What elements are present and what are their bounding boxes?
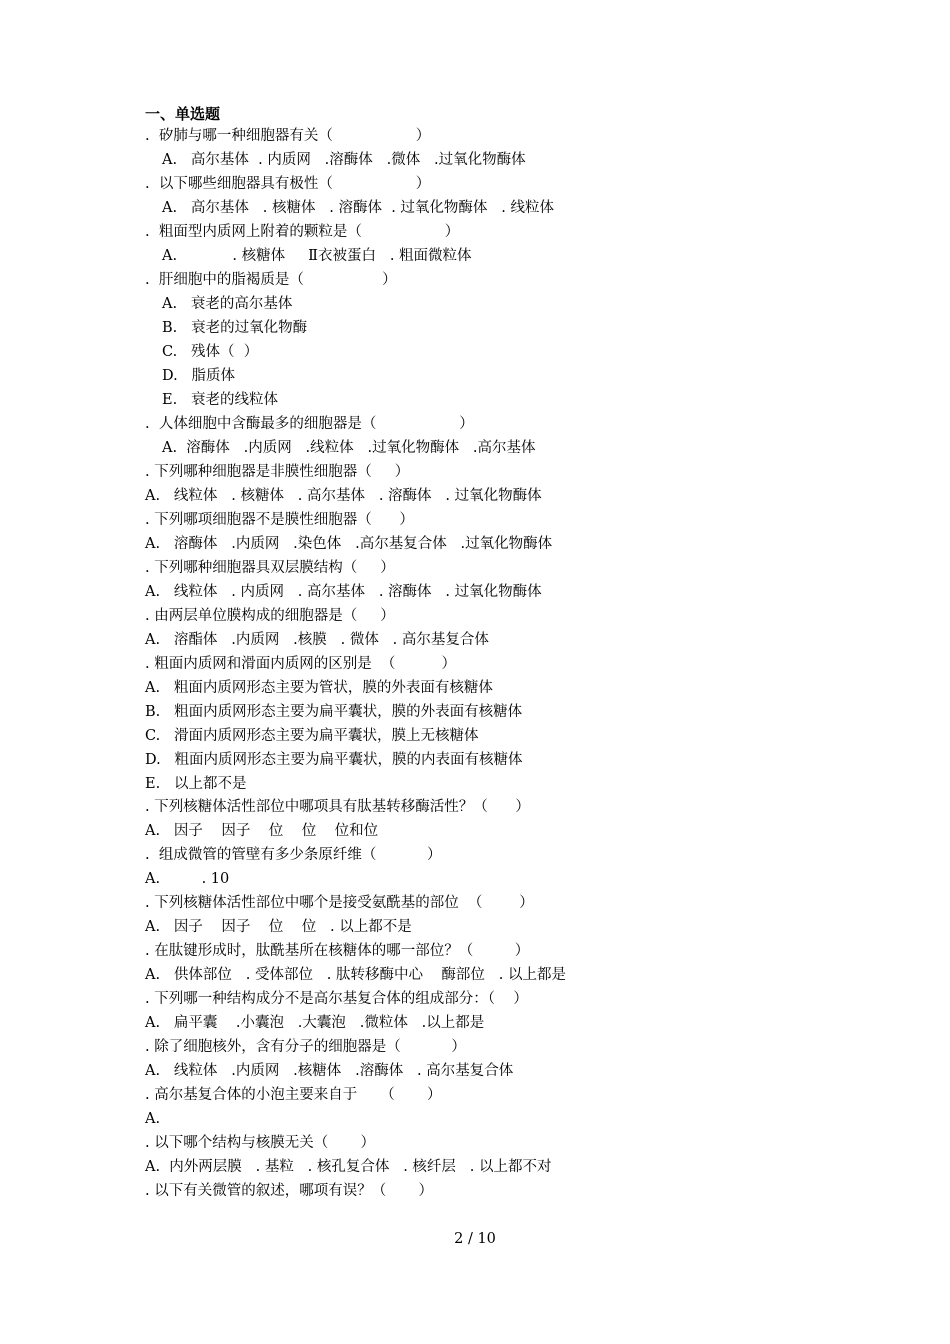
answer-option-line: D. 脂质体 [162, 368, 236, 384]
answer-option-line: C. 残体（ ） [162, 344, 259, 360]
answer-option-line: A. 供体部位 . 受体部位 . 肽转移酶中心 酶部位 . 以上都是 [145, 967, 566, 983]
answer-option-line: A. 线粒体 . 核糖体 . 高尔基体 . 溶酶体 . 过氧化物酶体 [145, 488, 542, 504]
answer-option-line: A. 扁平囊 .小囊泡 .大囊泡 .微粒体 .以上都是 [145, 1015, 485, 1031]
answer-option-line: A. 线粒体 . 内质网 . 高尔基体 . 溶酶体 . 过氧化物酶体 [145, 584, 542, 600]
question-line: . 在肽键形成时，肽酰基所在核糖体的哪一部位？（ ） [145, 943, 530, 959]
page-number: 2 / 10 [454, 1231, 496, 1247]
question-line: . 由两层单位膜构成的细胞器是（ ） [145, 608, 395, 624]
question-line: . 以下哪个结构与核膜无关（ ） [145, 1135, 375, 1151]
answer-option-line: A. 溶酶体 .内质网 .线粒体 .过氧化物酶体 .高尔基体 [162, 440, 536, 456]
answer-option-line: A. [145, 1111, 161, 1127]
answer-option-line: A. 因子 因子 位 位 . 以上都不是 [145, 919, 412, 935]
answer-option-line: D. 粗面内质网形态主要为扁平囊状，膜的内表面有核糖体 [145, 752, 523, 768]
question-line: . 矽肺与哪一种细胞器有关（ ） [145, 128, 431, 144]
question-line: . 下列哪种细胞器具双层膜结构（ ） [145, 560, 395, 576]
question-line: . 以下有关微管的叙述，哪项有误？（ ） [145, 1183, 433, 1199]
answer-option-line: E. 以上都不是 [145, 776, 247, 792]
answer-option-line: A. 内外两层膜 . 基粒 . 核孔复合体 . 核纤层 . 以上都不对 [145, 1159, 552, 1175]
answer-option-line: A. 溶酶体 .内质网 .染色体 .高尔基复合体 .过氧化物酶体 [145, 536, 553, 552]
question-line: . 高尔基复合体的小泡主要来自于 （ ） [145, 1087, 442, 1103]
question-line: . 下列核糖体活性部位中哪个是接受氨酰基的部位 （ ） [145, 895, 534, 911]
question-line: . 下列哪项细胞器不是膜性细胞器（ ） [145, 512, 414, 528]
question-line: . 下列哪一种结构成分不是高尔基复合体的组成部分：（ ） [145, 991, 528, 1007]
question-line: . 下列哪种细胞器是非膜性细胞器（ ） [145, 464, 410, 480]
answer-option-line: B. 粗面内质网形态主要为扁平囊状，膜的外表面有核糖体 [145, 704, 523, 720]
section-heading: 一、单选题 [145, 105, 221, 123]
answer-option-line: A. 溶酯体 .内质网 .核膜 . 微体 . 高尔基复合体 [145, 632, 489, 648]
answer-option-line: E. 衰老的线粒体 [162, 392, 279, 408]
answer-option-line: A. 粗面内质网形态主要为管状，膜的外表面有核糖体 [145, 680, 493, 696]
question-line: . 组成微管的管壁有多少条原纤维（ ） [145, 847, 442, 863]
answer-option-line: A. 衰老的高尔基体 [162, 296, 293, 312]
question-line: . 粗面型内质网上附着的颗粒是（ ） [145, 224, 460, 240]
answer-option-line: A. 高尔基体 . 核糖体 . 溶酶体 . 过氧化物酶体 . 线粒体 [162, 200, 554, 216]
answer-option-line: A. 线粒体 .内质网 .核糖体 .溶酶体 . 高尔基复合体 [145, 1063, 514, 1079]
answer-option-line: C. 滑面内质网形态主要为扁平囊状，膜上无核糖体 [145, 728, 479, 744]
question-line: . 除了细胞核外，含有分子的细胞器是（ ） [145, 1039, 466, 1055]
question-line: . 下列核糖体活性部位中哪项具有肽基转移酶活性？（ ） [145, 799, 530, 815]
answer-option-line: A. 因子 因子 位 位 位和位 [145, 823, 379, 839]
answer-option-line: A. 高尔基体 . 内质网 .溶酶体 .微体 .过氧化物酶体 [162, 152, 526, 168]
question-line: . 以下哪些细胞器具有极性（ ） [145, 176, 431, 192]
question-line: . 人体细胞中含酶最多的细胞器是（ ） [145, 416, 474, 432]
question-line: . 肝细胞中的脂褐质是（ ） [145, 272, 397, 288]
answer-option-line: A. . 10 [145, 871, 230, 887]
answer-option-line: B. 衰老的过氧化物酶 [162, 320, 308, 336]
answer-option-line: A. . 核糖体 Ⅱ衣被蛋白 . 粗面微粒体 [162, 248, 472, 264]
question-line: . 粗面内质网和滑面内质网的区别是 （ ） [145, 656, 457, 672]
